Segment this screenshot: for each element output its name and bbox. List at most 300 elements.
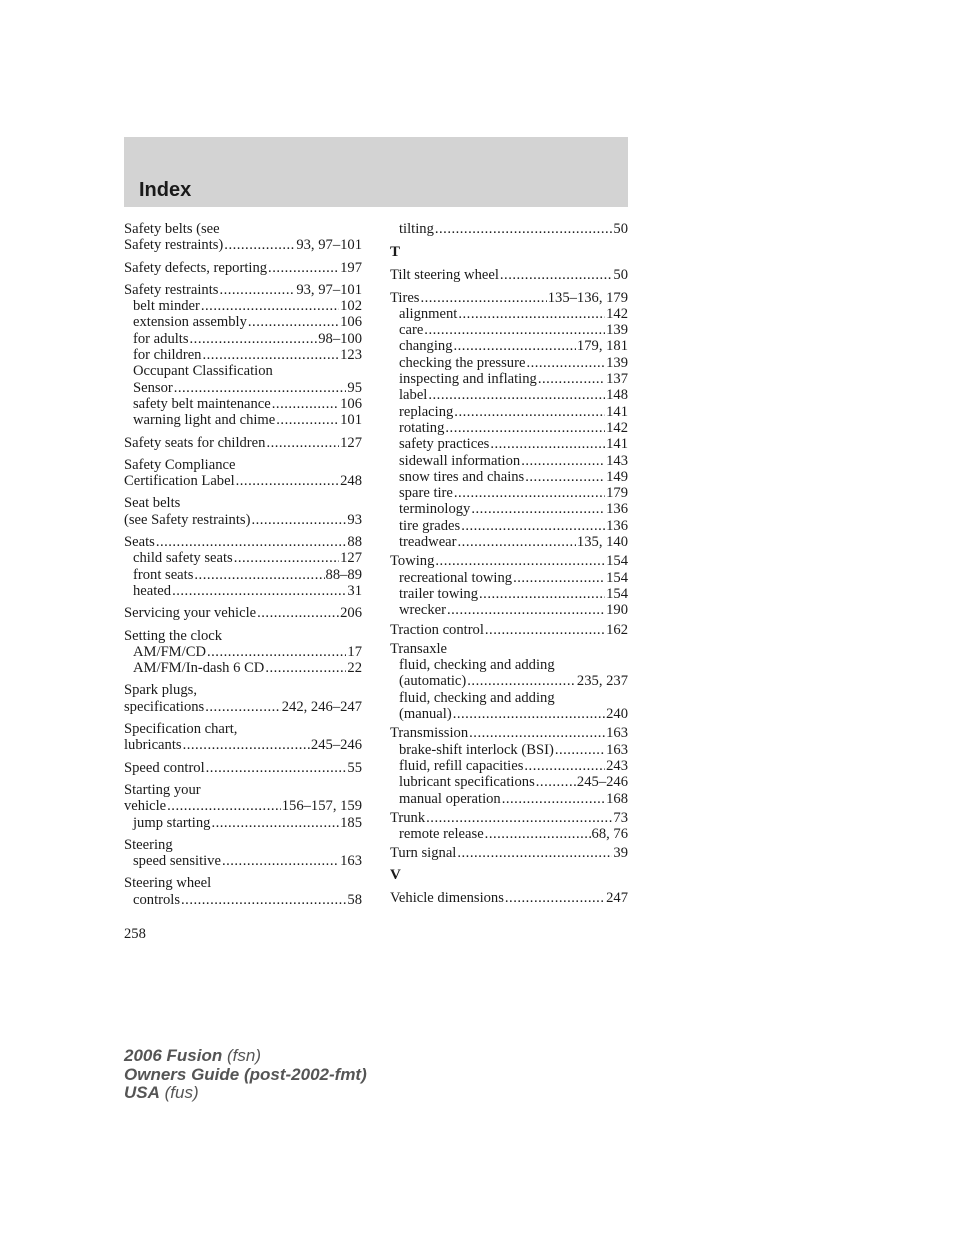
entry-page-ref: 136 [606, 517, 628, 534]
dot-leader [266, 435, 339, 451]
entry-page-ref: 135–136, 179 [547, 289, 628, 306]
dot-leader [458, 534, 576, 550]
entry-page-ref: 139 [606, 354, 628, 371]
entry-page-ref: 93, 97–101 [296, 281, 362, 298]
index-subentry-line [390, 657, 628, 673]
document-footer [124, 1047, 367, 1103]
entry-term: trailer towing [399, 585, 479, 602]
dot-leader [505, 890, 605, 906]
entry-term: Speed control [124, 759, 205, 776]
index-entry-line [124, 782, 362, 798]
dot-leader [207, 644, 346, 660]
entry-page-ref: 247 [606, 889, 628, 906]
index-subentry-line [124, 660, 362, 676]
index-entry-line [124, 512, 362, 528]
dot-leader [469, 725, 605, 741]
index-subentry-line [390, 355, 628, 371]
entry-term: fluid, refill capacities [399, 757, 524, 774]
index-letter-heading: T [390, 244, 401, 261]
entry-page-ref: 245–246 [576, 774, 628, 791]
entry-term: for adults [133, 330, 189, 347]
entry-term: Setting the clock [124, 627, 223, 644]
entry-term: tilting [399, 221, 434, 237]
index-subentry-line [390, 436, 628, 452]
entry-page-ref: 190 [606, 602, 628, 619]
index-column-right [390, 221, 628, 912]
index-subentry-line [390, 690, 628, 706]
dot-leader [485, 826, 591, 842]
footer-line-1 [124, 1047, 367, 1066]
entry-page-ref: 148 [606, 387, 628, 404]
footer-guide: Owners Guide (post-2002-fmt) [124, 1064, 367, 1084]
index-entry [124, 435, 362, 451]
index-entry-line [390, 641, 628, 657]
index-subentry-line [124, 412, 362, 428]
entry-term: Safety Compliance [124, 456, 236, 473]
entry-term: Spark plugs, [124, 682, 197, 699]
dot-leader [190, 331, 318, 347]
index-subentry-line [124, 567, 362, 583]
entry-term: checking the pressure [399, 354, 526, 371]
index-entry-line [390, 622, 628, 638]
index-entry [390, 622, 628, 638]
entry-page-ref: 168 [606, 790, 628, 807]
entry-page-ref: 68, 76 [591, 826, 628, 843]
entry-page-ref: 163 [340, 853, 362, 870]
entry-term: spare tire [399, 485, 453, 502]
dot-leader [181, 892, 346, 908]
index-entry [124, 875, 362, 908]
footer-line-2 [124, 1066, 367, 1085]
entry-term: safety belt maintenance [133, 395, 271, 412]
entry-term: Traction control [390, 621, 484, 638]
entry-term: (manual) [399, 706, 452, 723]
entry-term: recreational towing [399, 569, 513, 586]
index-entry-line [390, 725, 628, 741]
dot-leader [538, 371, 605, 387]
entry-term: terminology [399, 501, 471, 518]
entry-page-ref: 163 [606, 741, 628, 758]
entry-term: fluid, checking and adding [399, 657, 555, 674]
index-entry [390, 725, 628, 806]
entry-term: front seats [133, 566, 194, 583]
footer-market: USA [124, 1083, 160, 1102]
entry-term: Safety restraints [124, 281, 219, 298]
index-entry-line [124, 473, 362, 489]
entry-term: heated [133, 582, 172, 599]
index-subentry-line [124, 298, 362, 314]
entry-page-ref: 154 [606, 585, 628, 602]
index-entry [124, 457, 362, 490]
entry-page-ref: 73 [613, 809, 628, 826]
index-entry [390, 641, 628, 722]
index-subentry-line [390, 570, 628, 586]
entry-term: Seats [124, 534, 155, 551]
dot-leader [447, 602, 605, 618]
entry-page-ref: 93 [347, 511, 362, 528]
entry-term: (see Safety restraints) [124, 511, 251, 528]
index-entry-line [124, 435, 362, 451]
entry-term: Steering wheel [124, 875, 212, 892]
entry-term: extension assembly [133, 314, 247, 331]
entry-term: wrecker [399, 602, 446, 619]
index-subentry-line [390, 774, 628, 790]
dot-leader [428, 387, 605, 403]
index-subentry-line [390, 306, 628, 322]
index-entry-line [124, 221, 362, 237]
entry-term: Certification Label [124, 473, 235, 490]
dot-leader [526, 355, 605, 371]
entry-term: alignment [399, 305, 458, 322]
index-subentry-line [390, 322, 628, 338]
dot-leader [202, 347, 339, 363]
dot-leader [521, 453, 605, 469]
entry-term: safety practices [399, 436, 490, 453]
entry-page-ref: 88 [347, 534, 362, 551]
index-entry-line [124, 682, 362, 698]
index-entry [390, 810, 628, 843]
entry-page-ref: 31 [347, 582, 362, 599]
entry-page-ref: 135, 140 [576, 534, 628, 551]
dot-leader [453, 706, 605, 722]
index-subentry-line [390, 742, 628, 758]
dot-leader [479, 586, 605, 602]
entry-page-ref: 93, 97–101 [296, 237, 362, 254]
index-entry [124, 782, 362, 831]
dot-leader [457, 845, 612, 861]
entry-term: treadwear [399, 534, 457, 551]
dot-leader [524, 758, 605, 774]
entry-term: belt minder [133, 298, 200, 315]
entry-page-ref: 245–246 [310, 737, 362, 754]
index-subentry-line [124, 853, 362, 869]
dot-leader [435, 553, 605, 569]
index-subentry-line [390, 602, 628, 618]
entry-term: Vehicle dimensions [390, 889, 504, 906]
dot-leader [454, 485, 605, 501]
index-entry [124, 534, 362, 599]
dot-leader [268, 260, 339, 276]
entry-page-ref: 50 [613, 221, 628, 237]
index-entry-line [124, 260, 362, 276]
dot-leader [426, 810, 612, 826]
dot-leader [276, 412, 339, 428]
dot-leader [174, 380, 347, 396]
entry-page-ref: 102 [340, 298, 362, 315]
index-entry-line [124, 495, 362, 511]
entry-term: label [399, 387, 428, 404]
entry-term: AM/FM/CD [133, 643, 206, 660]
index-subentry-line [390, 420, 628, 436]
dot-leader [265, 660, 346, 676]
index-subentry-line [390, 586, 628, 602]
entry-page-ref: 162 [606, 621, 628, 638]
index-subentry-line [390, 758, 628, 774]
entry-page-ref: 240 [606, 706, 628, 723]
entry-page-ref: 206 [340, 605, 362, 622]
entry-page-ref: 39 [613, 845, 628, 862]
page-title: Index [139, 179, 192, 201]
entry-term: Transmission [390, 725, 469, 742]
index-entry-line [390, 290, 628, 306]
entry-page-ref: 243 [606, 757, 628, 774]
entry-page-ref: 242, 246–247 [281, 698, 362, 715]
index-entry-line [124, 875, 362, 891]
index-entry [124, 721, 362, 754]
index-entry [124, 495, 362, 528]
index-subentry-line [124, 314, 362, 330]
index-subentry-line [124, 363, 362, 379]
index-subentry-line [390, 404, 628, 420]
index-subentry-line [390, 453, 628, 469]
dot-leader [224, 237, 295, 253]
entry-page-ref: 98–100 [318, 330, 362, 347]
dot-leader [454, 338, 576, 354]
index-entry-line [124, 605, 362, 621]
footer-model-code: (fsn) [227, 1046, 261, 1065]
index-entry-line [124, 798, 362, 814]
entry-term: Specification chart, [124, 721, 238, 738]
index-entry-line [124, 737, 362, 753]
entry-page-ref: 163 [606, 725, 628, 742]
index-entry-line [390, 890, 628, 906]
entry-term: rotating [399, 419, 445, 436]
entry-term: replacing [399, 403, 454, 420]
dot-leader [555, 742, 605, 758]
footer-line-3 [124, 1084, 367, 1103]
index-entry-line [124, 699, 362, 715]
entry-page-ref: 22 [347, 660, 362, 677]
entry-term: child safety seats [133, 550, 233, 567]
index-entry-line [390, 267, 628, 283]
index-header-bar [124, 137, 628, 207]
dot-leader [525, 469, 605, 485]
dot-leader [194, 567, 324, 583]
dot-leader [490, 436, 605, 452]
entry-page-ref: 136 [606, 501, 628, 518]
entry-page-ref: 179, 181 [576, 338, 628, 355]
index-subentry-line [390, 501, 628, 517]
dot-leader [471, 501, 605, 517]
dot-leader [461, 518, 605, 534]
entry-term: Tires [390, 289, 420, 306]
index-subentry-line [390, 371, 628, 387]
dot-leader [167, 798, 281, 814]
index-entry [390, 845, 628, 861]
dot-leader [500, 267, 613, 283]
entry-page-ref: 50 [613, 267, 628, 284]
entry-page-ref: 123 [340, 347, 362, 364]
dot-leader [172, 583, 346, 599]
index-subentry-line [390, 469, 628, 485]
entry-term: (automatic) [399, 673, 467, 690]
index-entry-line [124, 282, 362, 298]
entry-page-ref: 106 [340, 314, 362, 331]
entry-page-ref: 17 [347, 643, 362, 660]
index-entry-line [124, 457, 362, 473]
entry-term: speed sensitive [133, 853, 221, 870]
index-entry-line [390, 845, 628, 861]
dot-leader [467, 673, 576, 689]
entry-term: Trunk [390, 809, 426, 826]
index-subentry-line [390, 826, 628, 842]
entry-page-ref: 154 [606, 553, 628, 570]
index-entry-line [390, 810, 628, 826]
entry-page-ref: 197 [340, 259, 362, 276]
entry-term: remote release [399, 826, 484, 843]
index-subentry-line [390, 221, 628, 237]
index-entry-line [124, 237, 362, 253]
entry-page-ref: 101 [340, 412, 362, 429]
entry-page-ref: 141 [606, 403, 628, 420]
index-entry [390, 290, 628, 551]
entry-page-ref: 142 [606, 305, 628, 322]
entry-term: Tilt steering wheel [390, 267, 499, 284]
index-entry [390, 221, 628, 237]
index-subentry-line [390, 387, 628, 403]
entry-term: jump starting [133, 814, 211, 831]
index-subentry-line [390, 485, 628, 501]
index-entry-line [124, 628, 362, 644]
dot-leader [211, 815, 339, 831]
dot-leader [420, 290, 546, 306]
index-subentry-line [390, 791, 628, 807]
index-entry-line [390, 553, 628, 569]
dot-leader [156, 534, 347, 550]
page-number: 258 [124, 926, 146, 942]
index-subentry-line [390, 706, 628, 722]
entry-term: care [399, 322, 424, 339]
entry-term: Towing [390, 553, 435, 570]
index-entry [124, 837, 362, 870]
entry-term: Occupant Classification [133, 363, 273, 380]
entry-page-ref: 141 [606, 436, 628, 453]
entry-term: inspecting and inflating [399, 371, 537, 388]
index-subentry-line [390, 518, 628, 534]
footer-market-code: (fus) [164, 1083, 199, 1102]
entry-page-ref: 127 [340, 434, 362, 451]
entry-term: controls [133, 891, 181, 908]
dot-leader [222, 853, 339, 869]
index-entry [390, 553, 628, 618]
entry-term: brake-shift interlock (BSI) [399, 741, 554, 758]
entry-term: Servicing your vehicle [124, 605, 257, 622]
entry-term: Turn signal [390, 845, 457, 862]
index-entry [124, 221, 362, 254]
entry-term: Transaxle [390, 640, 448, 657]
entry-page-ref: 88–89 [325, 566, 362, 583]
entry-term: lubricants [124, 737, 182, 754]
index-subentry-line [124, 396, 362, 412]
entry-page-ref: 185 [340, 814, 362, 831]
entry-term: Safety defects, reporting [124, 259, 268, 276]
dot-leader [536, 774, 576, 790]
entry-page-ref: 142 [606, 419, 628, 436]
dot-leader [513, 570, 605, 586]
entry-term: changing [399, 338, 453, 355]
entry-term: Safety belts (see [124, 221, 220, 237]
entry-page-ref: 143 [606, 452, 628, 469]
entry-term: Safety seats for children [124, 434, 266, 451]
dot-leader [454, 404, 605, 420]
dot-leader [424, 322, 605, 338]
dot-leader [248, 314, 339, 330]
entry-page-ref: 106 [340, 395, 362, 412]
entry-page-ref: 95 [347, 379, 362, 396]
index-subentry-line [390, 534, 628, 550]
index-entry-line [124, 837, 362, 853]
index-entry [124, 282, 362, 429]
entry-term: for children [133, 347, 202, 364]
dot-leader [251, 512, 346, 528]
index-column-left [124, 221, 362, 914]
entry-term: lubricant specifications [399, 774, 535, 791]
entry-page-ref: 139 [606, 322, 628, 339]
dot-leader [183, 737, 310, 753]
dot-leader [445, 420, 605, 436]
entry-page-ref: 156–157, 159 [281, 798, 362, 815]
entry-term: specifications [124, 698, 205, 715]
index-entry-line [124, 760, 362, 776]
index-subentry-line [124, 380, 362, 396]
dot-leader [272, 396, 339, 412]
entry-term: tire grades [399, 517, 461, 534]
index-entry-line [124, 534, 362, 550]
entry-page-ref: 149 [606, 468, 628, 485]
index-subentry-line [124, 347, 362, 363]
entry-term: manual operation [399, 790, 501, 807]
dot-leader [219, 282, 295, 298]
dot-leader [257, 605, 339, 621]
entry-page-ref: 137 [606, 371, 628, 388]
index-letter-heading: V [390, 866, 401, 883]
dot-leader [236, 473, 339, 489]
index-entry [124, 260, 362, 276]
index-subentry-line [124, 815, 362, 831]
entry-term: Sensor [133, 379, 173, 396]
index-subentry-line [124, 583, 362, 599]
entry-page-ref: 127 [340, 550, 362, 567]
dot-leader [206, 760, 347, 776]
index-entry-line [124, 721, 362, 737]
entry-term: vehicle [124, 798, 167, 815]
index-entry [390, 890, 628, 906]
entry-term: Safety restraints) [124, 237, 224, 254]
entry-term: Steering [124, 836, 173, 853]
index-subentry-line [390, 338, 628, 354]
dot-leader [234, 550, 339, 566]
index-subentry-line [124, 644, 362, 660]
index-subentry-line [124, 550, 362, 566]
entry-page-ref: 55 [347, 759, 362, 776]
index-subentry-line [124, 892, 362, 908]
entry-term: warning light and chime [133, 412, 276, 429]
entry-term: fluid, checking and adding [399, 689, 555, 706]
entry-page-ref: 179 [606, 485, 628, 502]
dot-leader [435, 221, 613, 237]
dot-leader [502, 791, 605, 807]
entry-page-ref: 235, 237 [576, 673, 628, 690]
footer-model: 2006 Fusion [124, 1046, 223, 1065]
entry-term: Seat belts [124, 495, 181, 512]
dot-leader [485, 622, 605, 638]
entry-term: snow tires and chains [399, 468, 525, 485]
dot-leader [458, 306, 605, 322]
index-subentry-line [124, 331, 362, 347]
entry-term: Starting your [124, 781, 201, 798]
index-entry [124, 760, 362, 776]
dot-leader [201, 298, 339, 314]
